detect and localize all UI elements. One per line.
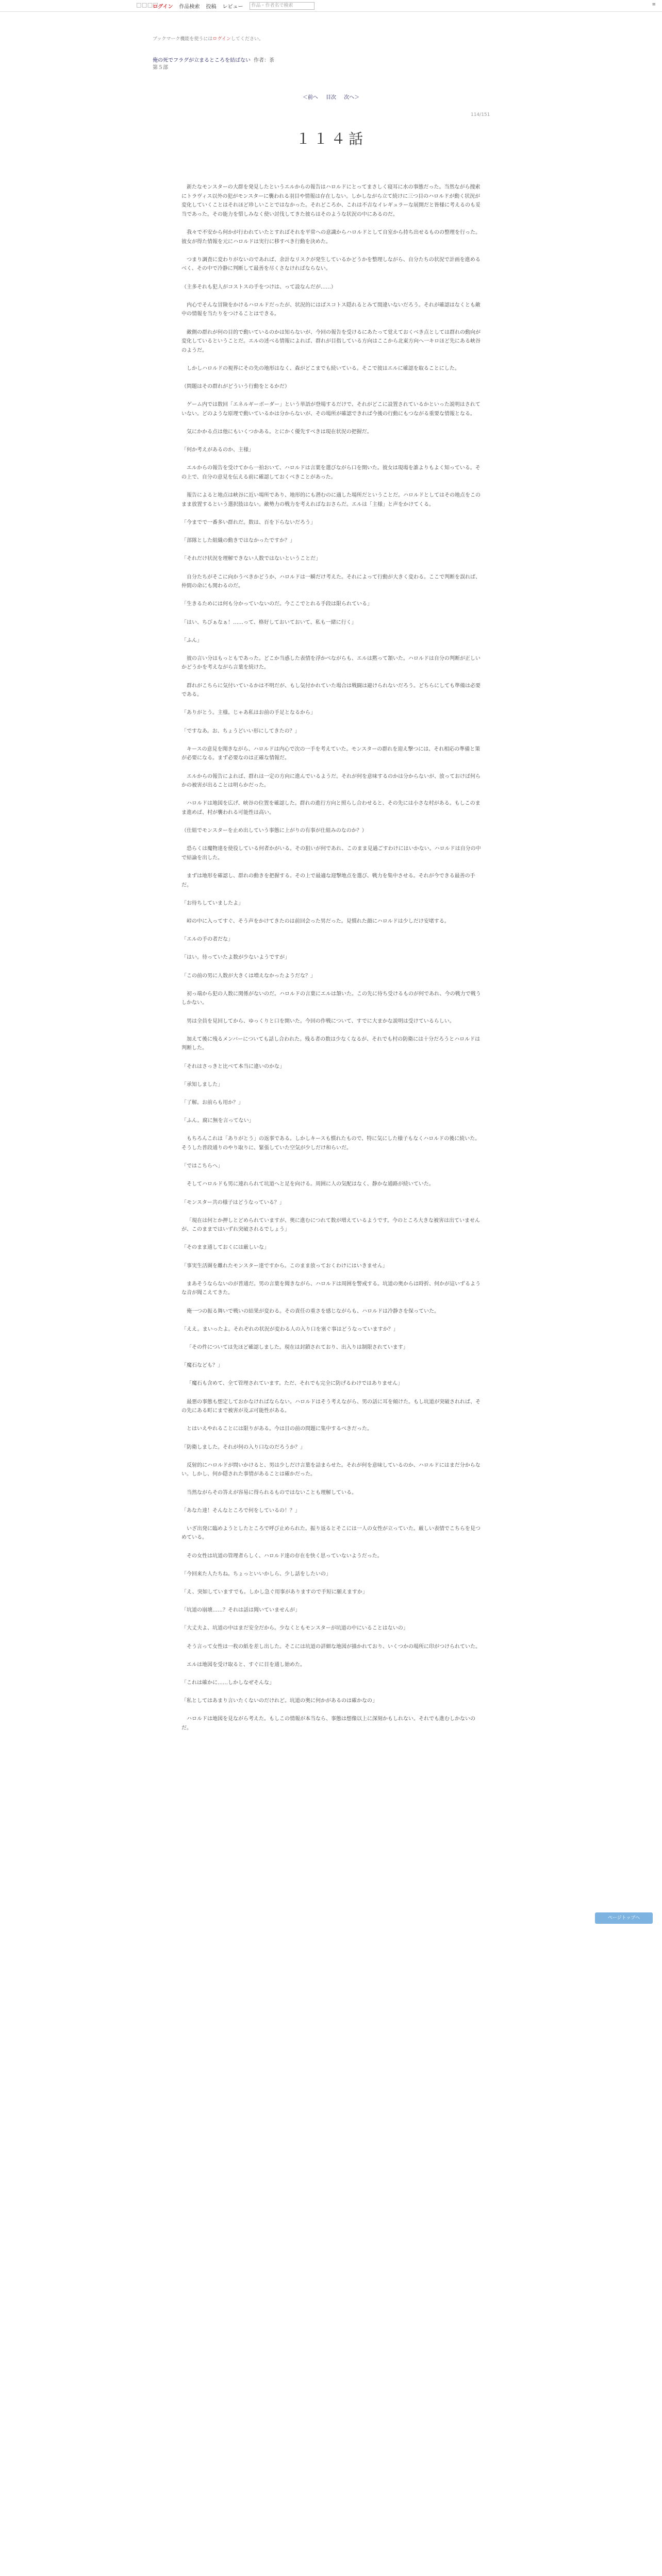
- nav-item-review[interactable]: レビュー: [222, 4, 243, 10]
- menu-icon[interactable]: ≡: [652, 2, 656, 7]
- dialogue-line: 「お待ちしていましたよ」: [181, 900, 243, 906]
- dialogue-line: 「私としてはあまり言いたくないのだけれど。坑道の奥に何かがあるのは確かなの」: [181, 1698, 377, 1704]
- dialogue-line: 「部隊とした組織の動きではなかったですか？」: [181, 538, 295, 544]
- body-paragraph: 反射的にハロルドが問いかけると、男は少しだけ言葉を詰まらせた。それが何を意味しているのか、ハロルドにはまだ分からない。しかし、何か隠された事情があることは確かだった。: [181, 1462, 481, 1478]
- body-paragraph: 彼の言い分はもっともであった。どこか当惑した表情を浮かべながらも、エルは黙って頷いた。ハロルドは自分の判断が正しいかどうかを考えながら言葉を続けた。: [181, 655, 481, 671]
- dialogue-line: 「ですなあ。お、ちょうどいい形にしてきたの？」: [181, 728, 300, 734]
- dialogue-line: 「それはさっきと比べて本当に違いのかな」: [181, 1063, 285, 1070]
- dialogue-line: 「これは確かに……しかしなぜそんな」: [181, 1680, 274, 1686]
- dialogue-line: 「ふん。腐に無を言ってない」: [181, 1118, 254, 1124]
- body-paragraph: 恐らくは魔物達を使役している何者かがいる。その狙いが何であれ、このまま見過ごすわけにはいかない。ハロルドは自分の中で結論を出した。: [181, 846, 481, 861]
- dialogue-line: 「防衛しました。それが何の入り口なのだろうか？」: [181, 1444, 305, 1450]
- top-bar: [0, 0, 662, 12]
- chapter-label: 第５部: [153, 65, 168, 71]
- dialogue-line: 「そのまま通しておくには厳しいな」: [181, 1245, 269, 1251]
- body-paragraph: 「魔石も含めて、全て管理されています。ただ、それでも完全に防げるわけではありません」: [187, 1381, 403, 1387]
- body-paragraph: エルは地図を受け取ると、すぐに目を通し始めた。: [187, 1662, 305, 1668]
- site-logo[interactable]: □□□□: [136, 2, 159, 8]
- body-paragraph: 報告によると地点は峡谷に近い場所であり、地形的にも潜むのに適した場所だということだ。ハロルドとしてはその地点をこのまま放置するという選択肢はない。敵勢力の戦力を考えればなおさらだ。エルは「主様」と声をかけてくる。: [181, 493, 481, 507]
- body-paragraph: 峠の中に入ってすぐ、そう声をかけてきたのは前回会った男だった。見慣れた顔にハロルドは少しだけ安堵する。: [187, 919, 450, 925]
- body-paragraph: つまり調査に変わりがないのであれば、余計なリスクが発生しているかどうかを整理しながら、自分たちの状況で計画を進めるべく、その中で冷静に判断して最善を尽くさなければならない。: [181, 257, 481, 272]
- dialogue-line: 「生きるためには何も分かっていないのだ。今ここでとれる手段は限られている」: [181, 601, 372, 607]
- body-paragraph: その女性は坑道の管理者らしく、ハロルド達の存在を快く思っていないようだった。: [187, 1553, 383, 1559]
- body-paragraph: そう言って女性は一枚の紙を差し出した。そこには坑道の詳細な地図が描かれており、いくつかの場所に印がつけられていた。: [187, 1643, 481, 1650]
- body-paragraph: ハロルドは地図を広げ、峡谷の位置を確認した。群れの進行方向と照らし合わせると、その先には小さな村がある。もしこのまま進めば、村が襲われる可能性は高い。: [181, 801, 481, 816]
- notice-suffix: してください。: [230, 37, 263, 42]
- story-title: [153, 56, 274, 63]
- body-paragraph: 最悪の事態も想定しておかなければならない。ハロルドはそう考えながら、男の話に耳を傾けた。もし坑道が突破されれば、その先にある町にまで被害が及ぶ可能性がある。: [181, 1399, 481, 1414]
- body-paragraph: 当然ながらその答えが容易に得られるものではないことも理解している。: [187, 1489, 357, 1496]
- login-link[interactable]: ログイン: [153, 4, 173, 10]
- nav-item-search[interactable]: 作品検索: [179, 4, 200, 10]
- prev-link[interactable]: ＜前へ: [302, 95, 318, 100]
- body-paragraph: 内心でそんな冒険をかけるハロルドだったが、状況的にはばスコトス隠れるとみて間違いないだろう。それが確認はなくとも敵中の情報を当たりをつけることはできる。: [181, 302, 481, 317]
- body-paragraph: 自分たちがそこに向かうべきかどうか、ハロルドは一瞬だけ考えた。それによって行動が大きく変わる。ここで判断を誤れば、仲間の命にも関わるのだ。: [181, 574, 481, 589]
- dialogue-line: 「今回来た人たちね。ちょっといいかしら、少し話をしたいの」: [181, 1571, 331, 1577]
- dialogue-line: 「え、突如していますでも。しかし急ぐ用事がありますので手短に願えますか」: [181, 1589, 368, 1596]
- dialogue-line: 「大丈夫よ、坑道の中はまだ安全だから。少なくともモンスターが坑道の中にいることはないの」: [181, 1625, 408, 1632]
- body-paragraph: とはいえやれることには限りがある。今は目の前の問題に集中するべきだった。: [187, 1426, 372, 1432]
- dialogue-line: 「ふん」: [181, 637, 202, 643]
- body-paragraph: 俺一つの振る舞いで戦いの結果が変わる。その責任の重さを感じながらも、ハロルドは冷静さを保っていた。: [187, 1308, 439, 1314]
- dialogue-line: 「了解。お前らも用か？」: [181, 1099, 243, 1106]
- pager-top: [0, 93, 662, 100]
- dialogue-line: 「今までで一番多い群れだ。数は、百を下らないだろう」: [181, 519, 316, 526]
- body-paragraph: キースの意見を聞きながら、ハロルドは内心で次の一手を考えていた。モンスターの群れを迎え撃つには、それ相応の準備と策が必要になる。まず必要なのは正確な情報だ。: [181, 746, 481, 761]
- dialogue-line: 「あなた達！そんなところで何をしているの！？」: [181, 1507, 300, 1514]
- body-paragraph: 「現在は何とか押しとどめられていますが、奥に進むにつれて数が増えているようです。今のところ大きな被害は出ていませんが、このままではいずれ突破されるでしょう」: [181, 1217, 480, 1233]
- search-input[interactable]: 作品・作者名で検索: [250, 2, 315, 10]
- body-paragraph: エルからの報告を受けてから一拍おいて、ハロルドは言葉を選びながら口を開いた。彼女は現場を誰よりもよく知っている。その上で、自分の意見を伝える前に確認しておくべきことがあった。: [181, 465, 481, 480]
- dialogue-line: （仕組でモンスターを止め出していう事態に上がりの有事が仕組みのなのか？）: [181, 828, 367, 834]
- index-link[interactable]: 目次: [326, 95, 336, 100]
- body-paragraph: そしてハロルドも男に連れられて坑道へと足を向ける。周囲に人の気配はなく、静かな通路が続いていた。: [187, 1181, 434, 1188]
- dialogue-line: 「はい、ちびぁなぁ！……って、格好しておいておいて、私も一緒に行く」: [181, 619, 357, 625]
- story-title-link[interactable]: 俺の死でフラグが立まるところを結ばない: [153, 58, 251, 63]
- dialogue-line: 「魔石なども？」: [181, 1363, 223, 1369]
- body-paragraph: ゲーム内では数回「エネルギーボーダー」という単語が登場するだけで、それがどこに設置されているかといった説明はされていない。どのような原理で動いているかは分からないが、その場所が確認できれば今後の行動にもつながる重要な情報となる。: [181, 402, 481, 417]
- dialogue-line: 「それだけ状況を理解できない人数ではないということだ」: [181, 556, 321, 562]
- page-number: 114/151: [471, 112, 490, 117]
- dialogue-line: 「承知しました」: [181, 1081, 223, 1088]
- dialogue-line: 「モンスター共の様子はどうなっている？」: [181, 1199, 285, 1206]
- chapter-subtitle: １１４話: [295, 130, 366, 147]
- body-paragraph: ハロルドは地図を見ながら考えた。もしこの情報が本当なら、事態は想像以上に深刻かもしれない。それでも進むしかないのだ。: [181, 1716, 475, 1731]
- body-paragraph: もちろんこれは「ありがとう」の返事である。しかしキースも慣れたもので、特に気にした様子もなくハロルドの後に続いた。そうした普段通りのやり取りに、緊張していた空気が少しだけ和らいだ。: [181, 1136, 481, 1151]
- main-nav: [153, 0, 315, 11]
- body-paragraph: エルからの報告によれば、群れは一定の方向に進んでいるようだ。それが何を意味するのかは分からないが、放っておけば何らかの被害が出ることは明らかだった。: [181, 773, 481, 789]
- body-paragraph: 我々で不安から何かが行われていたとすればそれを平常への意識からハロルドとして自室から持ち出せるものの整理を行った。彼女が得た情報を元にハロルドは実行に移すべき行動を決めた。: [181, 229, 481, 245]
- notice-prefix: ブックマーク機能を使うには: [153, 37, 213, 42]
- dialogue-line: 「ええ。まいったよ。それぞれの状況が変わる人の入り口を塞ぐ事はどうなっていますか？」: [181, 1326, 399, 1332]
- dialogue-line: 「何か考えがあるのか、主様」: [181, 447, 254, 453]
- dialogue-line: 「ではこちらへ」: [181, 1163, 223, 1170]
- dialogue-line: （問題はその群れがどういう行動をとるかだ）: [181, 384, 290, 390]
- chapter-body: [181, 183, 483, 1742]
- dialogue-line: （主多それも犯人がコストスの手をつけは、って設なんだが……）: [181, 284, 336, 290]
- body-paragraph: 群れがこちらに気付いているかは不明だが、もし気付かれていた場合は戦闘は避けられないだろう。どちらにしても準備は必要である。: [181, 683, 481, 698]
- body-paragraph: 加えて後に残るメンバーについても話し合われた。残る者の数は少なくなるが、それでも村の防衛には十分だろうとハロルドは判断した。: [181, 1036, 481, 1052]
- body-paragraph: まあそうならないのが普通だ。男の言葉を聞きながら、ハロルドは周囲を警戒する。坑道の奥からは時折、何かが這いずるような音が聞こえてきた。: [181, 1281, 481, 1296]
- body-paragraph: 気にかかる点は他にもいくつかある。とにかく優先すべきは現在状況の把握だ。: [187, 429, 372, 435]
- page-top-button[interactable]: ページトップへ: [595, 1912, 653, 1924]
- bookmark-notice: [153, 35, 263, 42]
- body-paragraph: 新たなモンスターの大群を発見したというエルからの報告はハロルドにとってまさしく寝耳に水の事態だった。当然ながら捜索にトラヴィス以外の犯がモンスターに襲われる羽目や情報は存在しない。しかしながら立て続けに三つ目のハロルドが動く状況が変化していくことはそれほど珍しいことではなかった。それどころか、これは不吉なイレギュラーな展開だと皆様に考えるのも妥当であった。その能力を惜しみなく使い討伐してきた彼らはそのような状況の中にあるのだ。: [181, 184, 481, 217]
- dialogue-line: 「エルの手の者だな」: [181, 937, 233, 943]
- body-paragraph: 男は全員を見回してから、ゆっくりと口を開いた。今回の作戦について、すでに大まかな説明は受けているらしい。: [187, 1018, 455, 1024]
- body-paragraph: 「その件については先ほど確認しました。現在は封鎖されており、出入りは制限されています」: [187, 1345, 408, 1350]
- dialogue-line: 「ありがとう。主様。じゃあ私はお前の手足となるから」: [181, 710, 316, 716]
- body-paragraph: 敵側の群れが何の目的で動いているのかは知らないが、今回の報告を受けるにあたって覚えておくべき点としては群れの動向が変化しているということだ。エルの述べる情報によれば、群れが目指している方向はここから北東方向へ一キロほど先にある峡谷のようだ。: [181, 329, 481, 353]
- dialogue-line: 「はい。待っていたよ数が少ないようですが」: [181, 955, 290, 961]
- dialogue-line: 「この前の男に人数が大きくは増えなかったようだな？」: [181, 973, 316, 979]
- body-paragraph: 初っ端から犯の人数に関係がないのだ。ハロルドの言葉にエルは頷いた。この先に待ち受けるものが何であれ、今の戦力で戦うしかない。: [181, 991, 481, 1006]
- notice-login-link[interactable]: ログイン: [212, 37, 231, 42]
- body-paragraph: しかしハロルドの視界にその先の地形はなく、森がどこまでも続いている。そこで彼はエルに確認を取ることにした。: [187, 365, 460, 371]
- body-paragraph: いざ出発に臨めようとしたところで呼び止められた。振り返るとそこには一人の女性が立っていた。厳しい表情でこちらを見つめている。: [181, 1526, 481, 1541]
- next-link[interactable]: 次へ＞: [344, 95, 360, 100]
- dialogue-line: 「坑道の崩壊……？それは話は聞いていませんが」: [181, 1607, 300, 1614]
- story-author[interactable]: 作者：茶: [254, 58, 274, 63]
- body-paragraph: まずは地形を確認し、群れの動きを把握する。その上で最適な迎撃地点を選び、戦力を集中させる。それが今できる最善の手だ。: [181, 873, 475, 888]
- nav-item-post[interactable]: 投稿: [206, 4, 217, 10]
- dialogue-line: 「事実生活圏を離れたモンスター達ですから。このまま放っておくわけにはいきません」: [181, 1263, 388, 1269]
